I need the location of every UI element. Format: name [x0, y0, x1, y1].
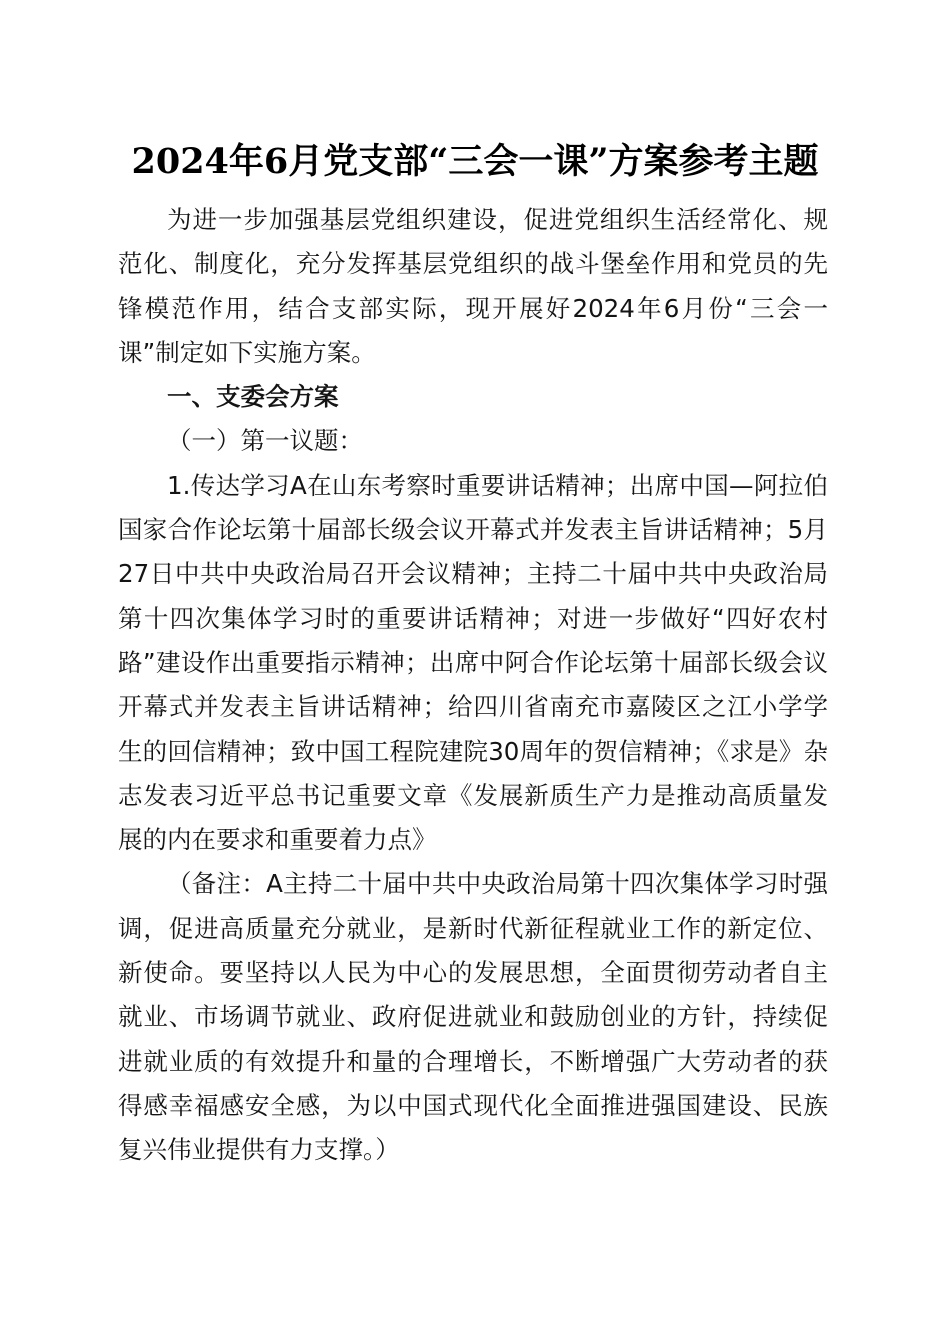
- note-paragraph: （备注：A主持二十届中共中央政治局第十四次集体学习时强调，促进高质量充分就业，是新时代新征程就业工作的新定位、新使命。要坚持以人民为中心的发展思想，全面贯彻劳动者自主就业、市场调节就业、政府促进就业和鼓励创业的方针，持续促进就业质的有效提升和量的合理增长，不断增强广大劳动者的获得感幸福感安全感，为以中国式现代化全面推进强国建设、民族复兴伟业提供有力支撑。）: [118, 869, 828, 1165]
- intro-paragraph: 为进一步加强基层党组织建设，促进党组织生活经常化、规范化、制度化，充分发挥基层党组织的战斗堡垒作用和党员的先锋模范作用，结合支部实际，现开展好2024年6月份“三会一课”制定如下实施方案。: [118, 205, 828, 367]
- subsection-heading-first-topic: （一）第一议题：: [167, 426, 363, 456]
- section-heading-committee-plan: 一、支委会方案: [167, 382, 339, 412]
- item-1-paragraph: 1.传达学习A在山东考察时重要讲话精神；出席中国—阿拉伯国家合作论坛第十届部长级会议开幕式并发表主旨讲话精神；5月27日中共中央政治局召开会议精神；主持二十届中共中央政治局第十四次集体学习时的重要讲话精神；对进一步做好“四好农村路”建设作出重要指示精神；出席中阿合作论坛第十届部长级会议开幕式并发表主旨讲话精神；给四川省南充市嘉陵区之江小学学生的回信精神；致中国工程院建院30周年的贺信精神；《求是》杂志发表习近平总书记重要文章《发展新质生产力是推动高质量发展的内在要求和重要着力点》: [118, 470, 828, 855]
- document-body: [118, 198, 828, 1173]
- document-title: 2024年6月党支部“三会一课”方案参考主题: [131, 141, 819, 182]
